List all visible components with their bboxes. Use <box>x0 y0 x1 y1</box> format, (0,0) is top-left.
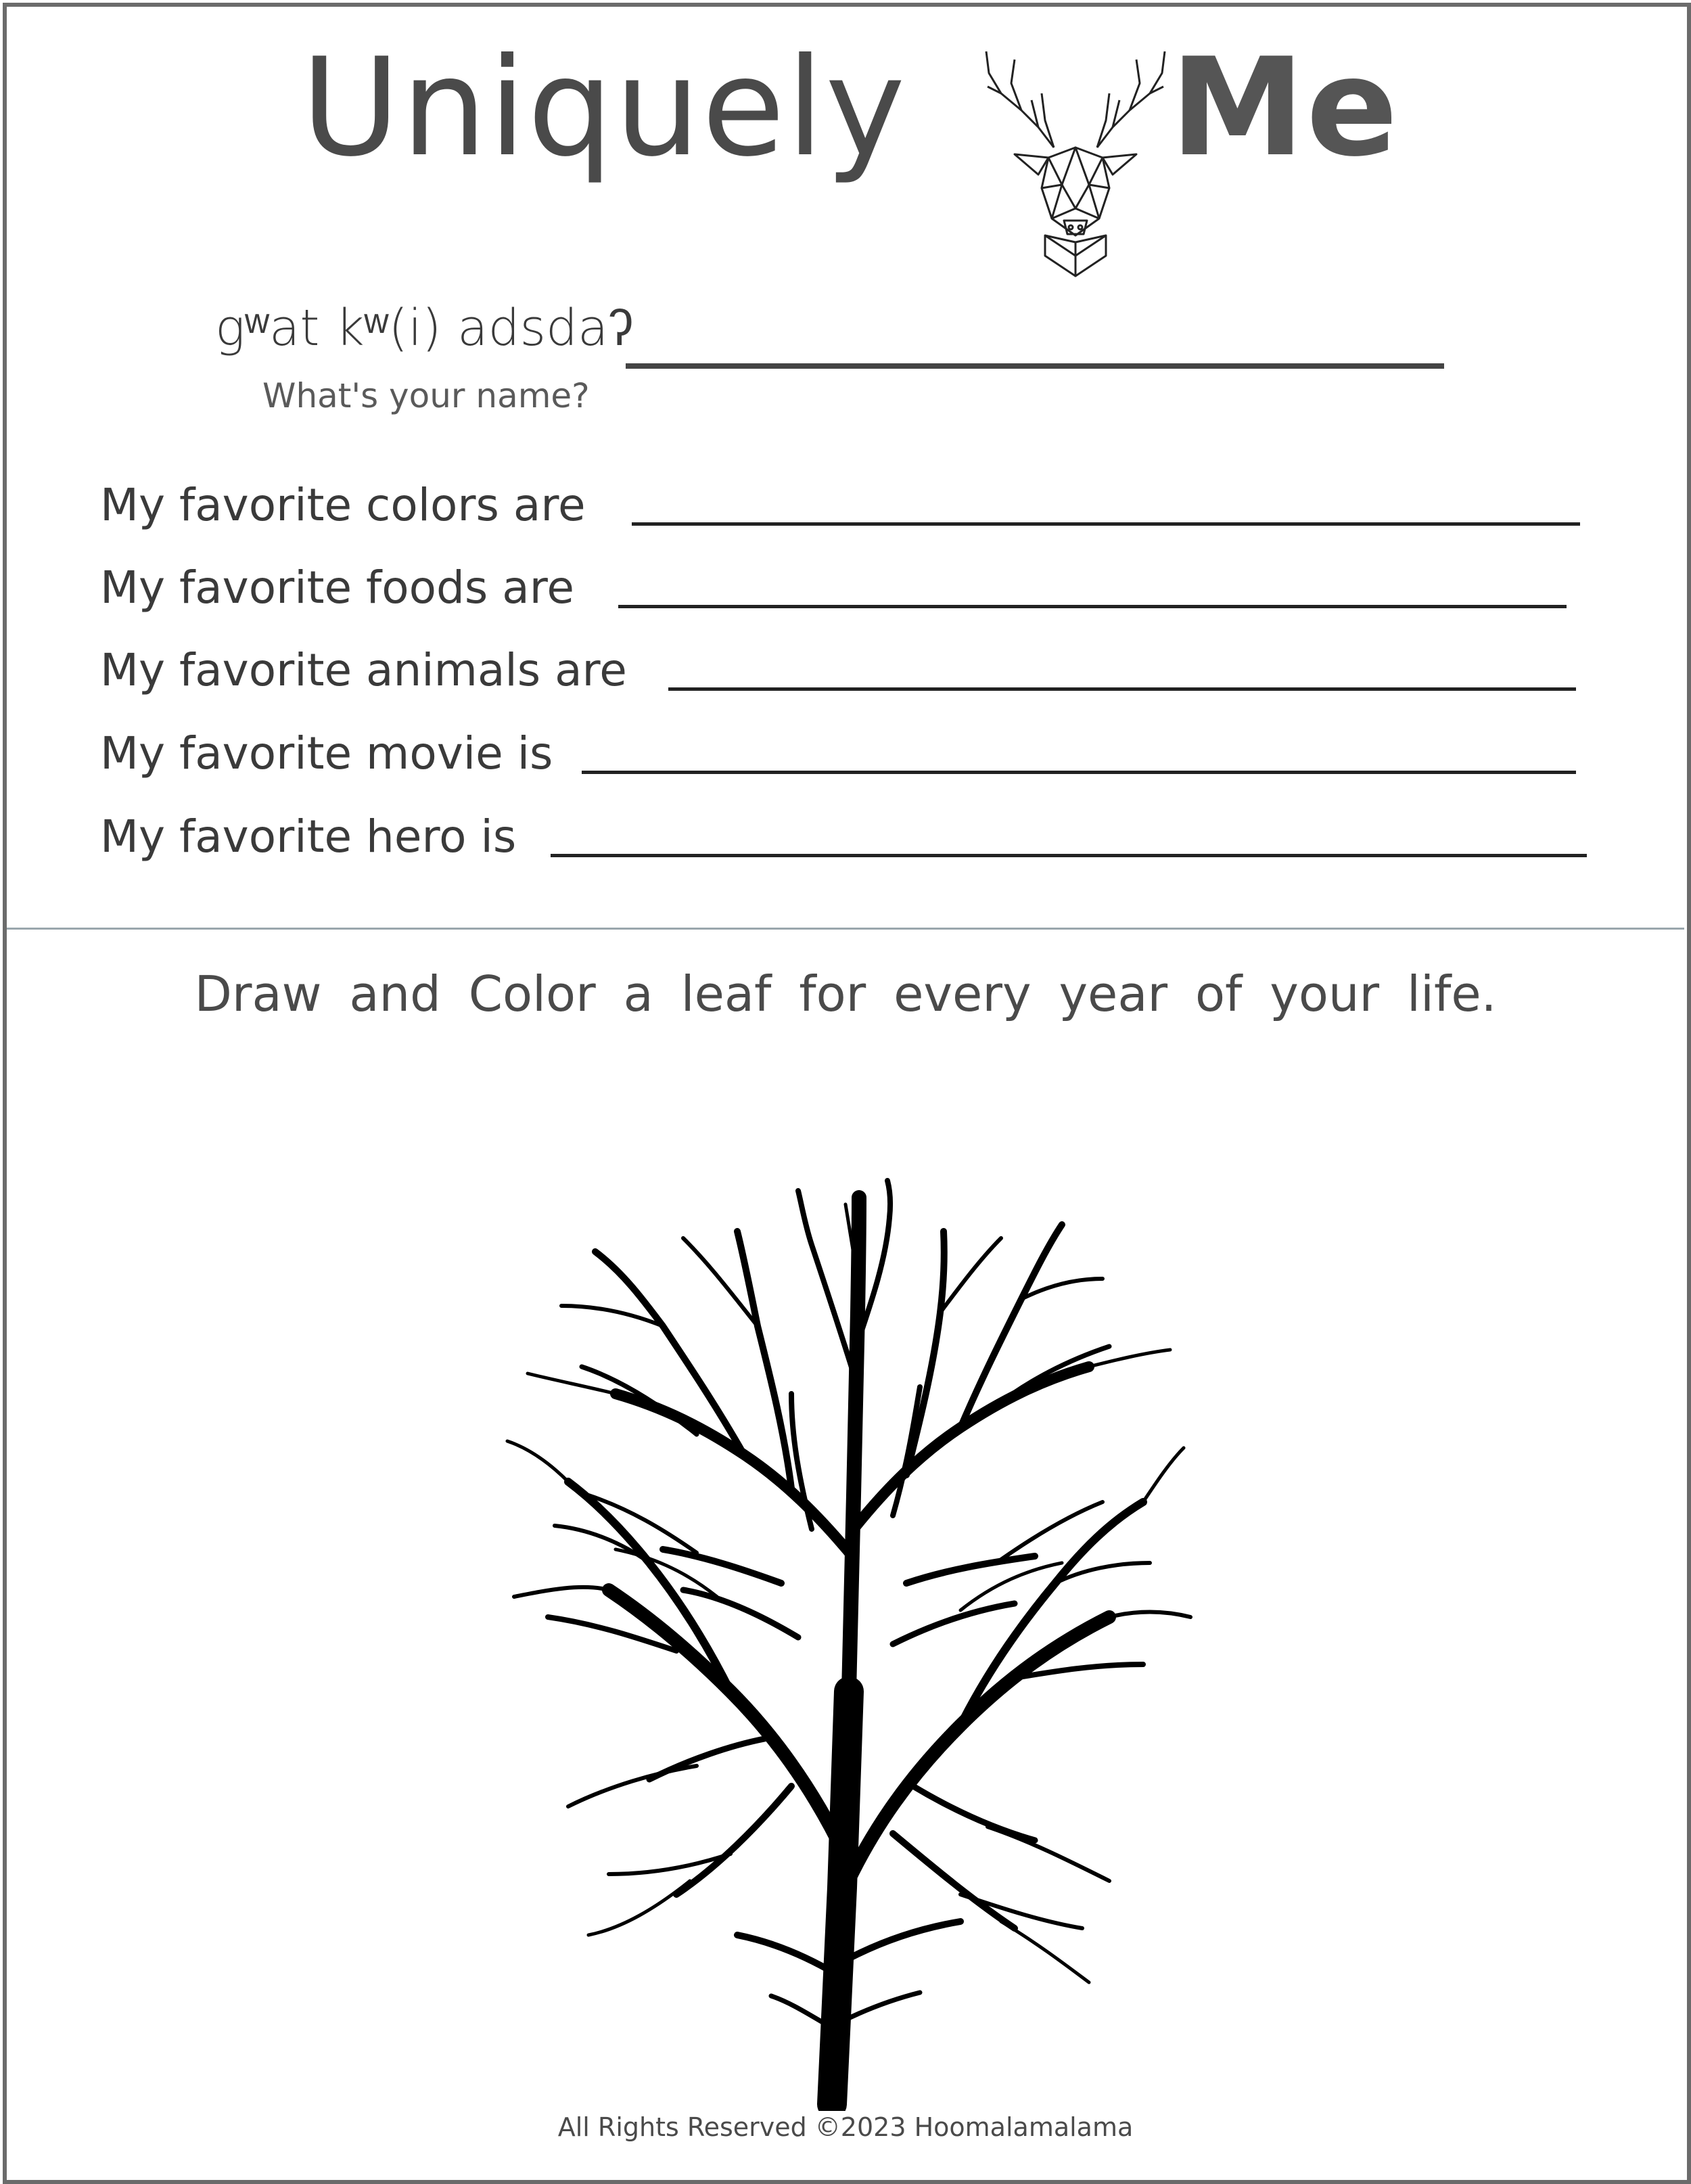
favorite-hero-field[interactable] <box>551 854 1587 857</box>
name-question: gʷat kʷ(i) adsdaʔ <box>215 299 634 357</box>
favorite-colors-label: My favorite colors are <box>100 479 586 531</box>
deer-head-icon <box>974 46 1177 283</box>
bare-tree-icon <box>473 1177 1218 2111</box>
favorite-hero-label: My favorite hero is <box>100 811 517 863</box>
name-field[interactable] <box>626 363 1444 369</box>
favorite-movie-field[interactable] <box>582 771 1576 774</box>
favorite-foods-label: My favorite foods are <box>100 562 575 614</box>
favorite-animals-label: My favorite animals are <box>100 644 627 696</box>
favorite-movie-label: My favorite movie is <box>100 727 553 779</box>
favorite-animals-field[interactable] <box>668 687 1576 691</box>
favorite-foods-field[interactable] <box>618 605 1567 608</box>
name-question-translation: What's your name? <box>262 376 590 415</box>
section-divider <box>7 928 1684 930</box>
favorite-colors-field[interactable] <box>632 522 1580 526</box>
drawing-instruction: Draw and Color a leaf for every year of your life. <box>194 965 1497 1022</box>
page-title <box>0 27 1691 257</box>
copyright-footer: All Rights Reserved ©2023 Hoomalamalama <box>557 2112 1134 2142</box>
title-word-me: Me <box>1170 29 1399 187</box>
title-word-uniquely: Uniquely <box>301 29 907 187</box>
